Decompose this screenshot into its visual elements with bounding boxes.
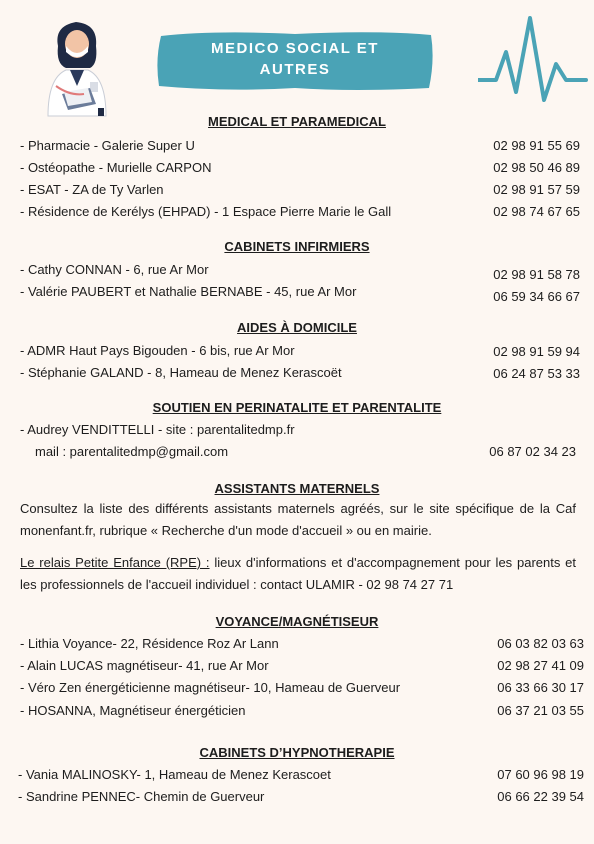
item-label: - Pharmacie - Galerie Super U bbox=[20, 138, 195, 153]
list-item bbox=[20, 680, 584, 698]
rpe-text: lieux d'informations et d'accompagnement pour les parents et les professionnels de l'accueil individuel : contact ULAMIR - 02 98 74 27 71 bbox=[20, 555, 577, 592]
list-item bbox=[20, 343, 580, 361]
section-title-infirmiers: CABINETS INFIRMIERS bbox=[224, 239, 370, 254]
list-item bbox=[20, 636, 584, 654]
list-item bbox=[18, 789, 584, 807]
item-label: - Valérie PAUBERT et Nathalie BERNABE - 45, rue Ar Mor bbox=[20, 284, 357, 299]
list-item bbox=[20, 658, 584, 676]
item-phone: 02 98 91 58 78 bbox=[493, 267, 580, 282]
item-label: - Véro Zen énergéticienne magnétiseur- 10, Hameau de Guerveur bbox=[20, 680, 401, 695]
item-email: mail : parentalitedmp@gmail.com bbox=[35, 444, 229, 459]
list-item bbox=[20, 422, 580, 440]
banner-title-line1: MEDICO SOCIAL ET bbox=[211, 40, 379, 57]
item-phone: 07 60 96 98 19 bbox=[497, 767, 584, 782]
section-title-hypno: CABINETS D’HYPNOTHERAPIE bbox=[199, 745, 395, 760]
list-item bbox=[20, 182, 580, 200]
heartbeat-line-icon bbox=[478, 12, 588, 107]
rpe-paragraph bbox=[20, 552, 576, 596]
rpe-label: Le relais Petite Enfance (RPE) : bbox=[20, 555, 210, 570]
item-label: - ESAT - ZA de Ty Varlen bbox=[20, 182, 164, 197]
item-label: - Sandrine PENNEC- Chemin de Guerveur bbox=[18, 789, 265, 804]
item-label: - ADMR Haut Pays Bigouden - 6 bis, rue Ar Mor bbox=[20, 343, 295, 358]
list-item bbox=[20, 262, 580, 280]
banner-title-line2: AUTRES bbox=[259, 61, 331, 78]
section-title-perinatalite: SOUTIEN EN PERINATALITE ET PARENTALITE bbox=[152, 400, 442, 415]
doctor-illustration bbox=[40, 16, 120, 118]
item-label: - HOSANNA, Magnétiseur énergéticien bbox=[20, 703, 246, 718]
section-title-medical: MEDICAL ET PARAMEDICAL bbox=[208, 114, 386, 129]
item-phone: 06 33 66 30 17 bbox=[497, 680, 584, 695]
item-phone: 02 98 91 57 59 bbox=[493, 182, 580, 197]
assistants-paragraph: Consultez la liste des différents assistants maternels agréés, sur le site spécifique de la Caf monenfant.fr, rubrique « Recherche d'un mode d'accueil » ou en mairie. bbox=[20, 501, 576, 538]
item-label: - Résidence de Kerélys (EHPAD) - 1 Espace Pierre Marie le Gall bbox=[20, 204, 392, 219]
item-phone: 06 03 82 03 63 bbox=[497, 636, 584, 651]
title-banner bbox=[155, 30, 435, 92]
item-phone: 02 98 27 41 09 bbox=[497, 658, 584, 673]
item-label: - Vania MALINOSKY- 1, Hameau de Menez Kerascoet bbox=[18, 767, 331, 782]
list-item bbox=[20, 160, 580, 178]
list-item bbox=[20, 703, 584, 721]
item-phone: 02 98 74 67 65 bbox=[493, 204, 580, 219]
item-label: - Lithia Voyance- 22, Résidence Roz Ar Lann bbox=[20, 636, 279, 651]
item-label: - Ostéopathe - Murielle CARPON bbox=[20, 160, 212, 175]
item-phone: 06 37 21 03 55 bbox=[497, 703, 584, 718]
item-phone: 02 98 91 59 94 bbox=[493, 344, 580, 359]
list-item bbox=[18, 767, 584, 785]
item-phone: 06 66 22 39 54 bbox=[497, 789, 584, 804]
item-phone: 02 98 50 46 89 bbox=[493, 160, 580, 175]
section-title-assistants: ASSISTANTS MATERNELS bbox=[214, 481, 380, 496]
list-item bbox=[20, 138, 580, 156]
item-label: - Cathy CONNAN - 6, rue Ar Mor bbox=[20, 262, 209, 277]
list-item bbox=[20, 204, 580, 222]
item-label: - Audrey VENDITTELLI - site : parentalitedmp.fr bbox=[20, 422, 295, 437]
list-item bbox=[20, 284, 580, 302]
item-phone: 06 24 87 53 33 bbox=[493, 366, 580, 381]
item-phone: 02 98 91 55 69 bbox=[493, 138, 580, 153]
list-item bbox=[20, 444, 580, 462]
item-phone: 06 87 02 34 23 bbox=[489, 444, 576, 459]
item-phone: 06 59 34 66 67 bbox=[493, 289, 580, 304]
section-title-aides: AIDES À DOMICILE bbox=[237, 320, 357, 335]
list-item bbox=[20, 365, 580, 383]
item-label: - Stéphanie GALAND - 8, Hameau de Menez Kerascoët bbox=[20, 365, 342, 380]
item-label: - Alain LUCAS magnétiseur- 41, rue Ar Mor bbox=[20, 658, 269, 673]
section-title-voyance: VOYANCE/MAGNÉTISEUR bbox=[215, 614, 379, 629]
